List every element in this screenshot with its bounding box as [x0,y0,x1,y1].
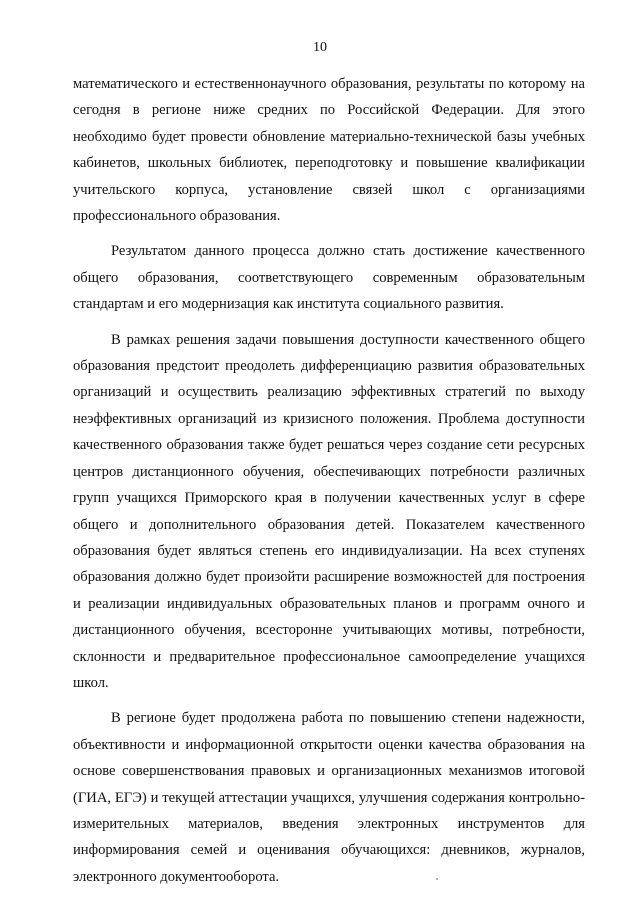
paragraph: В рамках решения задачи повышения доступности качественного общего образования предстоит преодолеть дифференциацию развития образовательных организаций и осуществить реализацию эффективных стратегий по выходу неэффективных организаций из кризисного положения. Проблема доступности качественного образования также будет решаться через создание сети ресурсных центров дистанционного обучения, обеспечивающих потребности различных групп учащихся Приморского края в получении качественных услуг в сфере общего и дополнительного образования детей. Показателем качественного образования будет являться степень его индивидуализации. На всех ступенях образования должно будет произойти расширение возможностей для построения и реализации индивидуальных образовательных планов и программ очного и дистанционного обучения, всесторонне учитывающих мотивы, потребности, склонности и предварительное профессиональное самоопределение учащихся школ. [73,331,585,691]
scan-speck [436,878,438,880]
paragraph: В регионе будет продолжена работа по повышению степени надежности, объективности и информационной открытости оценки качества образования на основе совершенствования правовых и организационных механизмов итоговой (ГИА, ЕГЭ) и текущей аттестации учащихся, улучшения содержания контрольно-измерительных материалов, введения электронных инструментов для информирования семей и оценивания обучающихся: дневников, журналов, электронного документооборота. [73,710,585,885]
paragraph: математического и естественнонаучного образования, результаты по которому на сегодня в регионе ниже средних по Российской Федерации. Для этого необходимо будет провести обновление материально-технической базы учебных кабинетов, школьных библиотек, переподготовку и повышение квалификации учительского корпуса, установление связей школ с организациями профессионального образования. [73,76,585,225]
page-number: 10 [313,40,327,55]
paragraph: Результатом данного процесса должно стать достижение качественного общего образования, соответствующего современным образовательным стандартам и его модернизация как института социального развития. [73,243,585,313]
body-text [73,71,585,899]
